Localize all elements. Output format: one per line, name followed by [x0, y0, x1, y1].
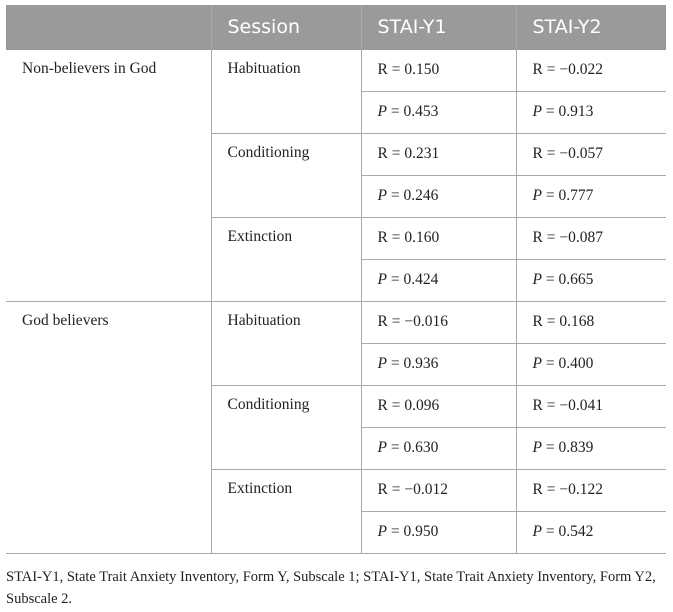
table-footnote: STAI-Y1, State Trait Anxiety Inventory, Form Y, Subscale 1; STAI-Y1, State Trait Anxiety Inventory, Form Y2, Subscale 2.: [6, 569, 656, 607]
p-value-y2: P = 0.665: [516, 259, 666, 301]
r-value-y1: R = −0.012: [361, 469, 516, 511]
table-row: [6, 49, 666, 91]
r-value-y2: R = −0.022: [516, 49, 666, 91]
group-label: Non-believers in God: [6, 49, 211, 301]
r-value-y2: R = 0.168: [516, 301, 666, 343]
header-stai-y1: STAI-Y1: [361, 5, 516, 49]
session-label: Conditioning: [211, 385, 361, 469]
session-label: Habituation: [211, 49, 361, 133]
session-label: Habituation: [211, 301, 361, 385]
header-group: [6, 5, 211, 49]
p-value-y2: P = 0.839: [516, 427, 666, 469]
p-value-y2: P = 0.777: [516, 175, 666, 217]
header-stai-y2: STAI-Y2: [516, 5, 666, 49]
p-value-y1: P = 0.630: [361, 427, 516, 469]
session-label: Extinction: [211, 469, 361, 553]
p-value-y1: P = 0.950: [361, 511, 516, 553]
p-value-y1: P = 0.246: [361, 175, 516, 217]
r-value-y1: R = 0.160: [361, 217, 516, 259]
p-value-y2: P = 0.913: [516, 91, 666, 133]
r-value-y2: R = −0.057: [516, 133, 666, 175]
p-value-y1: P = 0.453: [361, 91, 516, 133]
p-value-y2: P = 0.542: [516, 511, 666, 553]
p-value-y1: P = 0.936: [361, 343, 516, 385]
r-value-y2: R = −0.041: [516, 385, 666, 427]
table-row: [6, 301, 666, 343]
group-label: God believers: [6, 301, 211, 553]
correlation-table: [6, 5, 666, 554]
r-value-y1: R = 0.231: [361, 133, 516, 175]
r-value-y2: R = −0.087: [516, 217, 666, 259]
p-value-y2: P = 0.400: [516, 343, 666, 385]
r-value-y1: R = 0.150: [361, 49, 516, 91]
header-row: [6, 5, 666, 49]
r-value-y1: R = 0.096: [361, 385, 516, 427]
r-value-y1: R = −0.016: [361, 301, 516, 343]
session-label: Conditioning: [211, 133, 361, 217]
header-session: Session: [211, 5, 361, 49]
p-value-y1: P = 0.424: [361, 259, 516, 301]
session-label: Extinction: [211, 217, 361, 301]
r-value-y2: R = −0.122: [516, 469, 666, 511]
